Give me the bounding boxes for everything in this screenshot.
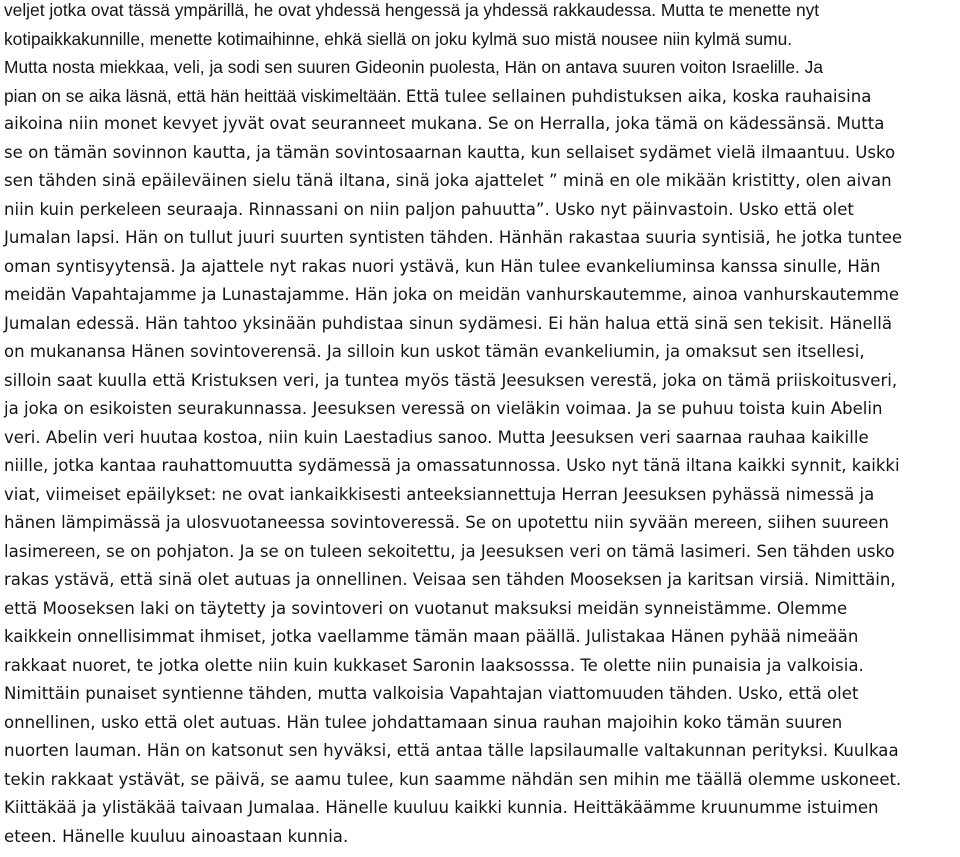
text-line-14: silloin saat kuulla että Kristuksen veri, ja tuntea myös tästä Jeesuksen verestä, joka on tämä priiskoitusveri, [4,370,898,390]
text-line-6: se on tämän sovinnon kautta, ja tämän sovintosaarnan kautta, kun sellaiset sydämet vielä ilmaantuu. Usko [4,142,896,162]
text-line-28: tekin rakkaat ystävät, se päivä, se aamu tulee, kun saamme nähdän sen mihin me täällä olemme uskoneet. [4,769,902,789]
text-line-1: veljet jotka ovat tässä ympärillä, he ovat yhdessä hengessä ja yhdessä rakkaudessa. Mutta te menette nyt [4,0,820,20]
text-line-3: Mutta nosta miekkaa, veli, ja sodi sen suuren Gideonin puolesta, Hän on antava suuren voiton Israelille. Ja [4,57,824,77]
text-line-26: onnellinen, usko että olet autuas. Hän tulee johdattamaan sinua rauhan majoihin koko tämän suuren [4,712,843,732]
text-line-21: rakas ystävä, että sinä olet autuas ja onnellinen. Veisaa sen tähden Mooseksen ja karitsan virsiä. Nimittäin, [4,570,896,589]
text-line-5: aikoina niin monet kevyet jyvät ovat seuranneet mukana. Se on Herralla, joka tämä on kädessänsä. Mutta [4,114,885,133]
text-line-23: kaikkein onnellisimmat ihmiset, jotka vaellamme tämän maan päällä. Julistakaa Hänen pyhää nimeään [4,627,859,646]
text-line-8: niin kuin perkeleen seuraaja. Rinnassani on niin paljon pahuutta”. Usko nyt päinvastoin. Usko että olet [4,199,854,219]
text-line-4-end: Että tulee sellainen puhdistuksen aika, koska rauhaisina [405,86,872,106]
text-line-24: rakkaat nuoret, te jotka olette niin kuin kukkaset Saronin laaksosssa. Te olette niin punaisia ja valkoisia. [4,655,864,675]
text-line-13: on mukanansa Hänen sovintoverensä. Ja silloin kun uskot tämän evankeliumin, ja omaksut sen itsellesi, [4,342,865,361]
text-line-15: ja joka on esikoisten seurakunnassa. Jeesuksen veressä on vieläkin voimaa. Ja se puhuu toista kuin Abelin [4,399,883,418]
text-line-29: Kiittäkää ja ylistäkää taivaan Jumalaa. Hänelle kuuluu kaikki kunnia. Heittäkäämme kruunumme istuimen [4,798,879,817]
text-line-4-start: pian on se aika läsnä, että hän heittää viskimeltään. [4,85,402,106]
text-line-16: veri. Abelin veri huutaa kostoa, niin kuin Laestadius sanoo. Mutta Jeesuksen veri saarnaa rauhaa kaikille [4,427,869,447]
text-line-27: nuorten lauman. Hän on katsonut sen hyväksi, että antaa tälle lapsilaumalle valtakunnan perityksi. Kuulkaa [4,741,899,760]
text-line-17: niille, jotka kantaa rauhattomuutta sydämessä ja omassatunnossa. Usko nyt tänä iltana kaikki synnit, kaikki [4,456,900,475]
text-line-2: kotipaikkakunnille, menette kotimaihinne, ehkä siellä on joku kylmä suo mistä nousee niin kylmä sumu. [4,28,793,49]
text-line-30: eteen. Hänelle kuuluu ainoastaan kunnia. [4,826,349,846]
text-line-7: sen tähden sinä epäileväinen sielu tänä iltana, sinä joka ajattelet ” minä en ole mikään kristitty, olen aivan [4,171,892,190]
text-line-25: Nimittäin punaiset syntienne tähden, mutta valkoisia Vapahtajan viattomuuden tähden. Usko, että olet [4,684,859,703]
text-line-9: Jumalan lapsi. Hän on tullut juuri suurten syntisten tähden. Hänhän rakastaa suuria syntisiä, he jotka tuntee [4,228,903,247]
text-line-22: että Mooseksen laki on täytetty ja sovintoveri on vuotanut maksuksi meidän synneistämme. Olemme [4,598,848,618]
text-line-19: hänen lämpimässä ja ulosvuotaneessa sovintoveressä. Se on upotettu niin syvään mereen, siihen suureen [4,513,889,532]
text-line-12: Jumalan edessä. Hän tahtoo yksinään puhdistaa sinun sydämesi. Ei hän halua että sinä sen tekisit. Hänellä [4,313,892,333]
text-line-20: lasimereen, se on pohjaton. Ja se on tuleen sekoitettu, ja Jeesuksen veri on tämä lasimeri. Sen tähden usko [4,541,895,561]
text-line-11: meidän Vapahtajamme ja Lunastajamme. Hän joka on meidän vanhurskautemme, ainoa vanhurskautemme [4,285,900,304]
text-line-10: oman syntisyytensä. Ja ajattele nyt rakas nuori ystävä, kun Hän tulee evankeliuminsa kanssa sinulle, Hän [4,256,881,276]
document-text [4,0,954,851]
text-line-18: viat, viimeiset epäilykset: ne ovat iankaikkisesti anteeksiannettuja Herran Jeesuksen pyhässä nimessä ja [4,484,875,504]
text-line-4 [4,82,952,111]
